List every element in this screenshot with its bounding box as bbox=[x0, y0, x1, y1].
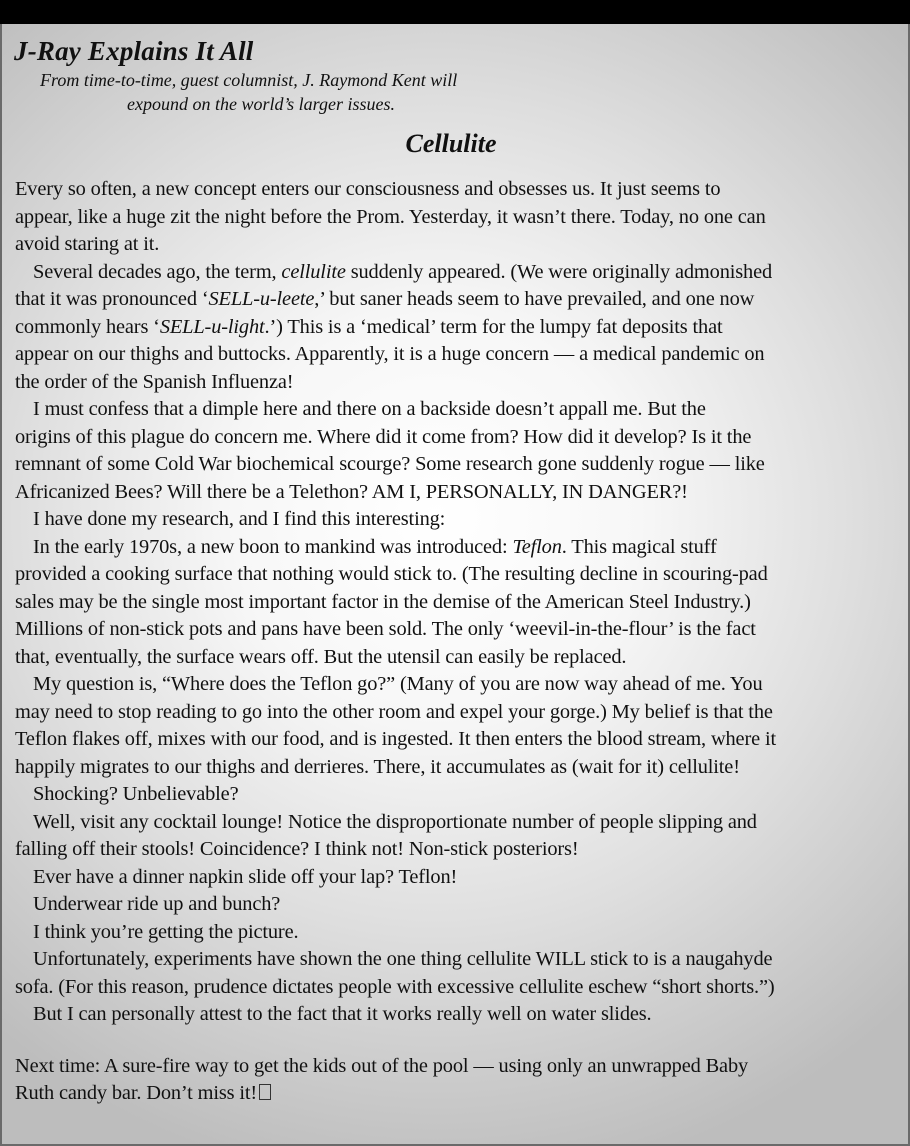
body-text-run: In the early 1970s, a new boon to mankind was introduced: bbox=[33, 535, 513, 558]
end-mark-icon bbox=[259, 1084, 271, 1100]
body-line bbox=[15, 259, 895, 287]
next-time-line-1: Next time: A sure-fire way to get the kids out of the pool — using only an unwrapped Baby bbox=[15, 1054, 749, 1077]
article-title: Cellulite bbox=[405, 129, 497, 158]
body-text-run: suddenly appeared. (We were originally admonished bbox=[345, 260, 773, 283]
article-body bbox=[15, 176, 895, 1108]
body-line: Africanized Bees? Will there be a Telethon? AM I, PERSONALLY, IN DANGER?! bbox=[15, 480, 688, 503]
column-intro-line-2: expound on the world’s larger issues. bbox=[127, 94, 395, 114]
body-line: Unfortunately, experiments have shown the one thing cellulite WILL stick to is a naugahyde bbox=[33, 948, 773, 970]
body-text-run: ,’ but saner heads seem to have prevailed, and one now bbox=[314, 288, 755, 310]
body-line: sales may be the single most important factor in the demise of the American Steel Industry.) bbox=[15, 590, 751, 613]
body-text-run: Several decades ago, the term, bbox=[33, 260, 282, 283]
body-line bbox=[15, 534, 895, 562]
body-line: may need to stop reading to go into the other room and expel your gorge.) My belief is that the bbox=[15, 700, 773, 723]
body-line: the order of the Spanish Influenza! bbox=[15, 370, 294, 393]
body-text-run: commonly hears ‘ bbox=[15, 315, 160, 338]
body-line: happily migrates to our thighs and derrieres. There, it accumulates as (wait for it) cellulite! bbox=[15, 755, 740, 778]
body-line: Ever have a dinner napkin slide off your lap? Teflon! bbox=[33, 865, 458, 888]
body-line: But I can personally attest to the fact that it works really well on water slides. bbox=[33, 1003, 652, 1025]
body-line: appear on our thighs and buttocks. Apparently, it is a huge concern — a medical pandemic on bbox=[15, 343, 765, 365]
body-line: Millions of non-stick pots and pans have been sold. The only ‘weevil-in-the-flour’ is the fact bbox=[15, 618, 756, 640]
body-italic-run: SELL-u-light bbox=[159, 315, 265, 338]
body-text-run: that it was pronounced ‘ bbox=[15, 288, 209, 310]
body-line: I must confess that a dimple here and there on a backside doesn’t appall me. But the bbox=[33, 398, 706, 420]
body-line: origins of this plague do concern me. Where did it come from? How did it develop? Is it the bbox=[15, 425, 752, 448]
body-line: Shocking? Unbelievable? bbox=[33, 783, 239, 805]
top-black-bar bbox=[0, 0, 910, 24]
body-line: Teflon flakes off, mixes with our food, and is ingested. It then enters the blood stream, where it bbox=[15, 728, 776, 750]
column-panel bbox=[0, 24, 910, 1146]
body-line: sofa. (For this reason, prudence dictates people with excessive cellulite eschew “short shorts.”) bbox=[15, 975, 775, 998]
body-line: that, eventually, the surface wears off. But the utensil can easily be replaced. bbox=[15, 645, 627, 668]
body-text-run: .’) This is a ‘medical’ term for the lumpy fat deposits that bbox=[264, 315, 723, 338]
body-line: avoid staring at it. bbox=[15, 233, 160, 255]
body-line: I have done my research, and I find this interesting: bbox=[33, 508, 446, 530]
next-time-text: Ruth candy bar. Don’t miss it! bbox=[15, 1082, 258, 1104]
body-text-run: . This magical stuff bbox=[561, 535, 717, 558]
body-line: falling off their stools! Coincidence? I think not! Non-stick posteriors! bbox=[15, 838, 579, 860]
body-line: provided a cooking surface that nothing would stick to. (The resulting decline in scouring-pad bbox=[15, 563, 768, 585]
column-title: J-Ray Explains It All bbox=[14, 36, 254, 66]
body-italic-run: Teflon bbox=[512, 535, 562, 558]
next-time-line-2 bbox=[15, 1080, 895, 1108]
body-line: Well, visit any cocktail lounge! Notice the disproportionate number of people slipping and bbox=[33, 810, 757, 833]
paragraph-gap bbox=[15, 1029, 895, 1053]
body-italic-run: cellulite bbox=[281, 260, 346, 283]
body-line: remnant of some Cold War biochemical scourge? Some research gone suddenly rogue — like bbox=[15, 453, 765, 475]
body-line: My question is, “Where does the Teflon go?” (Many of you are now way ahead of me. You bbox=[33, 673, 763, 695]
body-line: Every so often, a new concept enters our consciousness and obsesses us. It just seems to bbox=[15, 178, 721, 200]
body-line bbox=[15, 286, 895, 314]
column-intro-line-1: From time-to-time, guest columnist, J. Raymond Kent will bbox=[40, 70, 458, 90]
body-italic-run: SELL-u-leete bbox=[208, 288, 315, 310]
body-line: Underwear ride up and bunch? bbox=[33, 893, 281, 915]
body-line bbox=[15, 314, 895, 342]
body-line: I think you’re getting the picture. bbox=[33, 920, 299, 943]
body-line: appear, like a huge zit the night before the Prom. Yesterday, it wasn’t there. Today, no one can bbox=[15, 205, 766, 228]
